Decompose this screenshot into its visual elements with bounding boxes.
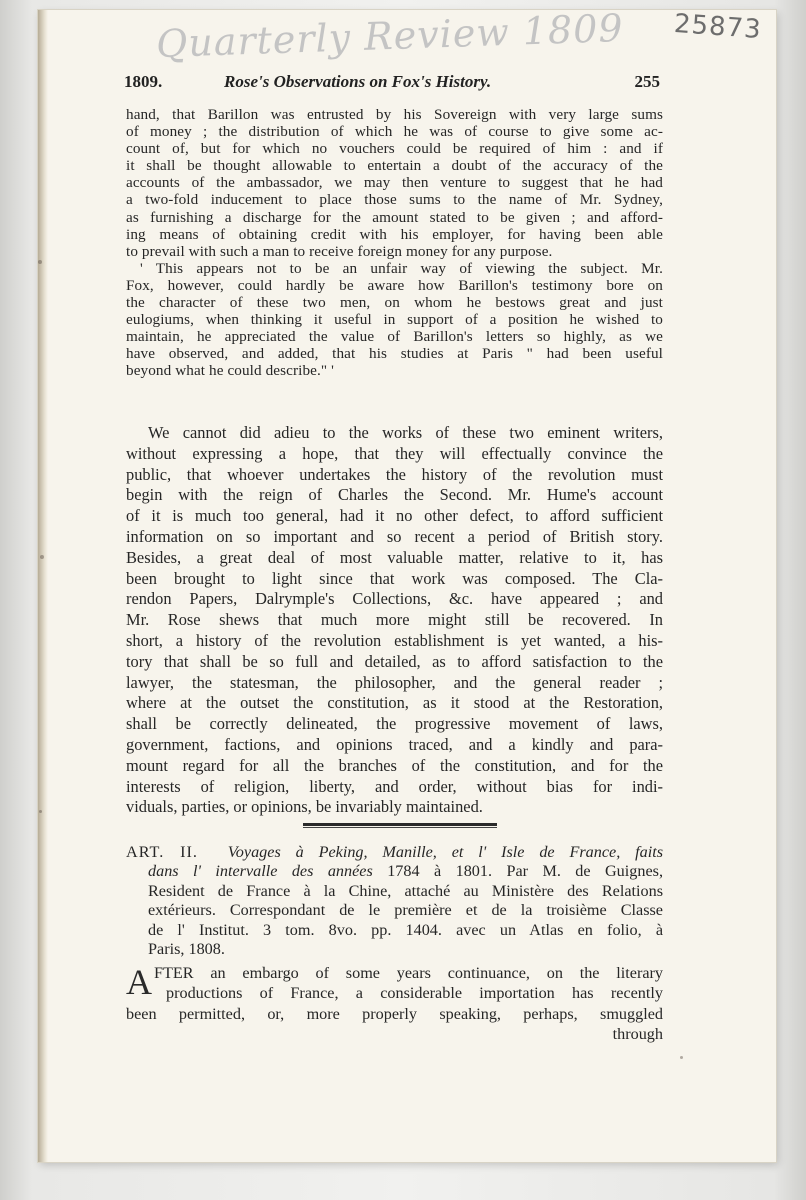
text-line: public, that whoever undertakes the history of the revolution must bbox=[126, 464, 663, 484]
text-line: eulogiums, when thinking it useful in support of a position he wished to bbox=[126, 311, 663, 329]
text-line: We cannot did adieu to the works of these two eminent writers, bbox=[148, 423, 663, 442]
text-line: hand, that Barillon was entrusted by his Sovereign with very large sums bbox=[126, 106, 663, 123]
text-line: have observed, and added, that his studies at Paris " had been useful bbox=[126, 345, 663, 363]
catalog-number: 25873 bbox=[673, 8, 763, 46]
article-opening bbox=[126, 963, 663, 1045]
text-line: accounts of the ambassador, we may then venture to suggest that he had bbox=[126, 174, 663, 192]
text-line: as furnishing a discharge for the amount stated to be given ; and afford- bbox=[126, 208, 663, 226]
divider-thick-rule bbox=[303, 823, 497, 826]
text-line: been permitted, or, more properly speaking, perhaps, smuggled bbox=[126, 1004, 663, 1023]
foxing-spot bbox=[680, 1056, 683, 1059]
quoted-passage bbox=[126, 106, 663, 380]
foxing-spot bbox=[40, 555, 44, 559]
text-line: Paris, 1808. bbox=[148, 940, 225, 959]
text-line: short, a history of the revolution establishment is yet wanted, a his- bbox=[126, 630, 663, 650]
text-line: viduals, parties, or opinions, be invariably maintained. bbox=[126, 797, 483, 817]
running-header bbox=[124, 72, 660, 102]
text-line: Besides, a great deal of most valuable matter, relative to it, has bbox=[126, 547, 663, 567]
page-binding-edge bbox=[38, 10, 48, 1162]
text-line: FTER an embargo of some years continuance, on the literary bbox=[154, 964, 663, 982]
page-number: 255 bbox=[634, 72, 660, 91]
text-line: ' This appears not to be an unfair way of viewing the subject. Mr. bbox=[140, 259, 663, 277]
article-title-line bbox=[126, 862, 663, 881]
catchword: through bbox=[612, 1025, 663, 1044]
text-line: beyond what he could describe." ' bbox=[126, 362, 334, 380]
text-line: de l' Institut. 3 tom. 8vo. pp. 1404. avec un Atlas en folio, à bbox=[148, 920, 663, 939]
drop-cap: A bbox=[126, 962, 152, 1002]
text-line: where at the outset the constitution, as it stood at the Restoration, bbox=[126, 693, 663, 713]
text-line: productions of France, a considerable importation has recently bbox=[166, 984, 663, 1003]
divider-thin-rule bbox=[303, 827, 497, 828]
article-title-line bbox=[126, 843, 663, 862]
header-year: 1809. bbox=[124, 72, 163, 91]
text-line: government, factions, and opinions traced, and a kindly and para- bbox=[126, 734, 663, 754]
text-line: maintain, he appreciated the value of Barillon's letters so highly, as we bbox=[126, 328, 663, 346]
text-line: information on so important and so recent a period of British story. bbox=[126, 526, 663, 546]
text-line: of money ; the distribution of which he was of course to give some ac- bbox=[126, 123, 663, 141]
article-dates-author: 1784 à 1801. Par M. de Guignes, bbox=[387, 862, 663, 881]
running-title: Rose's Observations on Fox's History. bbox=[224, 72, 492, 91]
text-line: without expressing a hope, that they will effectually convince the bbox=[126, 443, 663, 463]
article-title-continued: dans l' intervalle des années bbox=[148, 862, 373, 881]
foxing-spot bbox=[38, 260, 42, 264]
text-line: begin with the reign of Charles the Second. Mr. Hume's account bbox=[126, 485, 663, 505]
article-label: ART. II. bbox=[126, 843, 198, 861]
text-line: mount regard for all the branches of the constitution, and for the bbox=[126, 755, 663, 775]
text-line: lawyer, the statesman, the philosopher, and the general reader ; bbox=[126, 672, 663, 692]
text-line: Resident de France à la Chine, attaché au Ministère des Relations bbox=[148, 881, 663, 900]
article-title: Voyages à Peking, Manille, et l' Isle de France, faits bbox=[227, 843, 663, 861]
article-heading bbox=[126, 843, 663, 959]
text-line: Mr. Rose shews that much more might still be recovered. In bbox=[126, 610, 663, 630]
book-page bbox=[38, 5, 776, 1162]
body-paragraph bbox=[126, 423, 663, 818]
pencil-annotation: Quarterly Review 1809 bbox=[155, 5, 625, 67]
text-line: the character of these two men, on whom he bestows great and just bbox=[126, 294, 663, 312]
text-line: count of, but for which no vouchers could be required of him : and if bbox=[126, 140, 663, 158]
text-line: shall be correctly delineated, the progressive movement of laws, bbox=[126, 714, 663, 734]
foxing-spot bbox=[39, 810, 42, 813]
text-line: Fox, however, could hardly be aware how Barillon's testimony bore on bbox=[126, 276, 663, 294]
text-line: of it is much too general, had it no other defect, to afford sufficient bbox=[126, 506, 663, 526]
text-line: ing means of obtaining credit with his employer, for having been able bbox=[126, 225, 663, 243]
text-line: extérieurs. Correspondant de le première et de la troisième Classe bbox=[148, 901, 663, 920]
text-line: a two-fold inducement to place those sums to the name of Mr. Sydney, bbox=[126, 191, 663, 209]
text-line: been brought to light since that work was composed. The Cla- bbox=[126, 568, 663, 588]
text-line: rendon Papers, Dalrymple's Collections, &c. have appeared ; and bbox=[126, 589, 663, 609]
section-divider bbox=[303, 823, 497, 829]
text-line: interests of religion, liberty, and order, without bias for indi- bbox=[126, 776, 663, 796]
text-line: tory that shall be so full and detailed, as to afford satisfaction to the bbox=[126, 651, 663, 671]
text-line: it shall be thought allowable to entertain a doubt of the accuracy of the bbox=[126, 157, 663, 175]
text-line: to prevail with such a man to receive foreign money for any purpose. bbox=[126, 242, 553, 260]
